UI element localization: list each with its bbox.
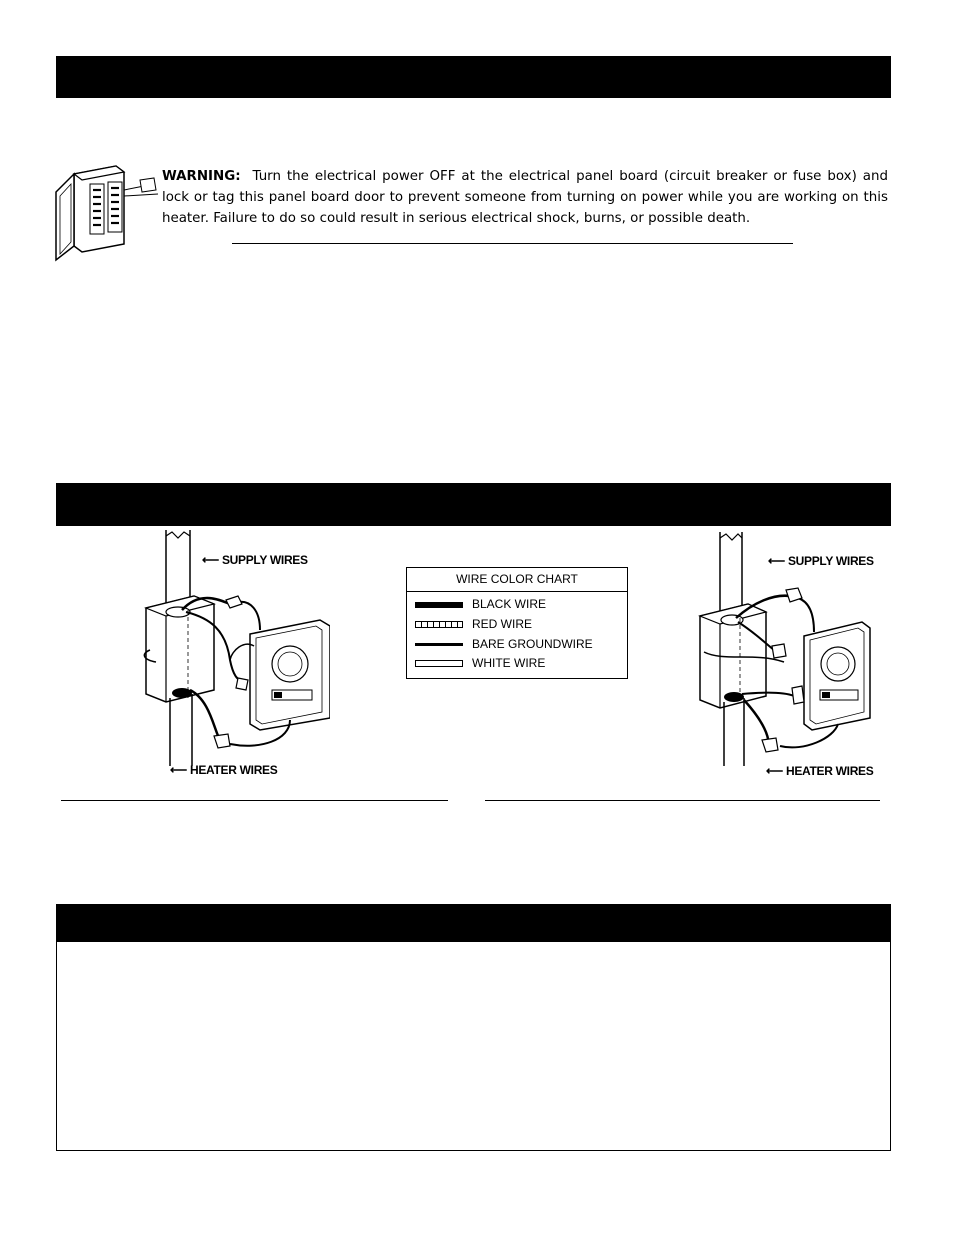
heater-wires-label-left: ⟵ HEATER WIRES xyxy=(170,763,278,777)
wire-chart-title: WIRE COLOR CHART xyxy=(407,568,627,592)
legend-row-white: WHITE WIRE xyxy=(415,654,545,672)
supply-wires-label-left: ⟵ SUPPLY WIRES xyxy=(202,553,308,567)
black-wire-swatch xyxy=(415,602,463,608)
section-header-bar-1 xyxy=(56,56,891,98)
arrow-left-icon: ⟵ xyxy=(202,553,219,567)
supply-wires-label-right: ⟵ SUPPLY WIRES xyxy=(768,554,874,568)
heater-wires-label-right: ⟵ HEATER WIRES xyxy=(766,764,874,778)
bare-ground-wire-swatch xyxy=(415,643,463,646)
panel-board-icon xyxy=(52,160,160,262)
section-header-bar-2 xyxy=(56,483,891,526)
white-wire-swatch xyxy=(415,660,463,667)
caption-rule-right xyxy=(485,800,880,801)
caption-rule-left xyxy=(61,800,448,801)
arrow-left-icon: ⟵ xyxy=(170,763,187,777)
warning-text xyxy=(162,166,888,229)
warning-label: WARNING: xyxy=(162,169,241,184)
section-header-bar-3 xyxy=(56,904,891,942)
warning-body: Turn the electrical power OFF at the electrical panel board (circuit breaker or fuse box) and lock or tag this panel board door to prevent someone from turning on power while you are working on this heater. Failure to do so could result in serious electrical shock, burns, or possible death. xyxy=(162,169,888,226)
wire-color-chart xyxy=(406,567,628,679)
legend-row-red: RED WIRE xyxy=(415,615,532,633)
legend-row-bare: BARE GROUNDWIRE xyxy=(415,635,593,653)
arrow-left-icon: ⟵ xyxy=(768,554,785,568)
divider-rule xyxy=(232,243,793,244)
legend-row-black: BLACK WIRE xyxy=(415,595,546,613)
arrow-left-icon: ⟵ xyxy=(766,764,783,778)
red-wire-swatch xyxy=(415,621,463,628)
